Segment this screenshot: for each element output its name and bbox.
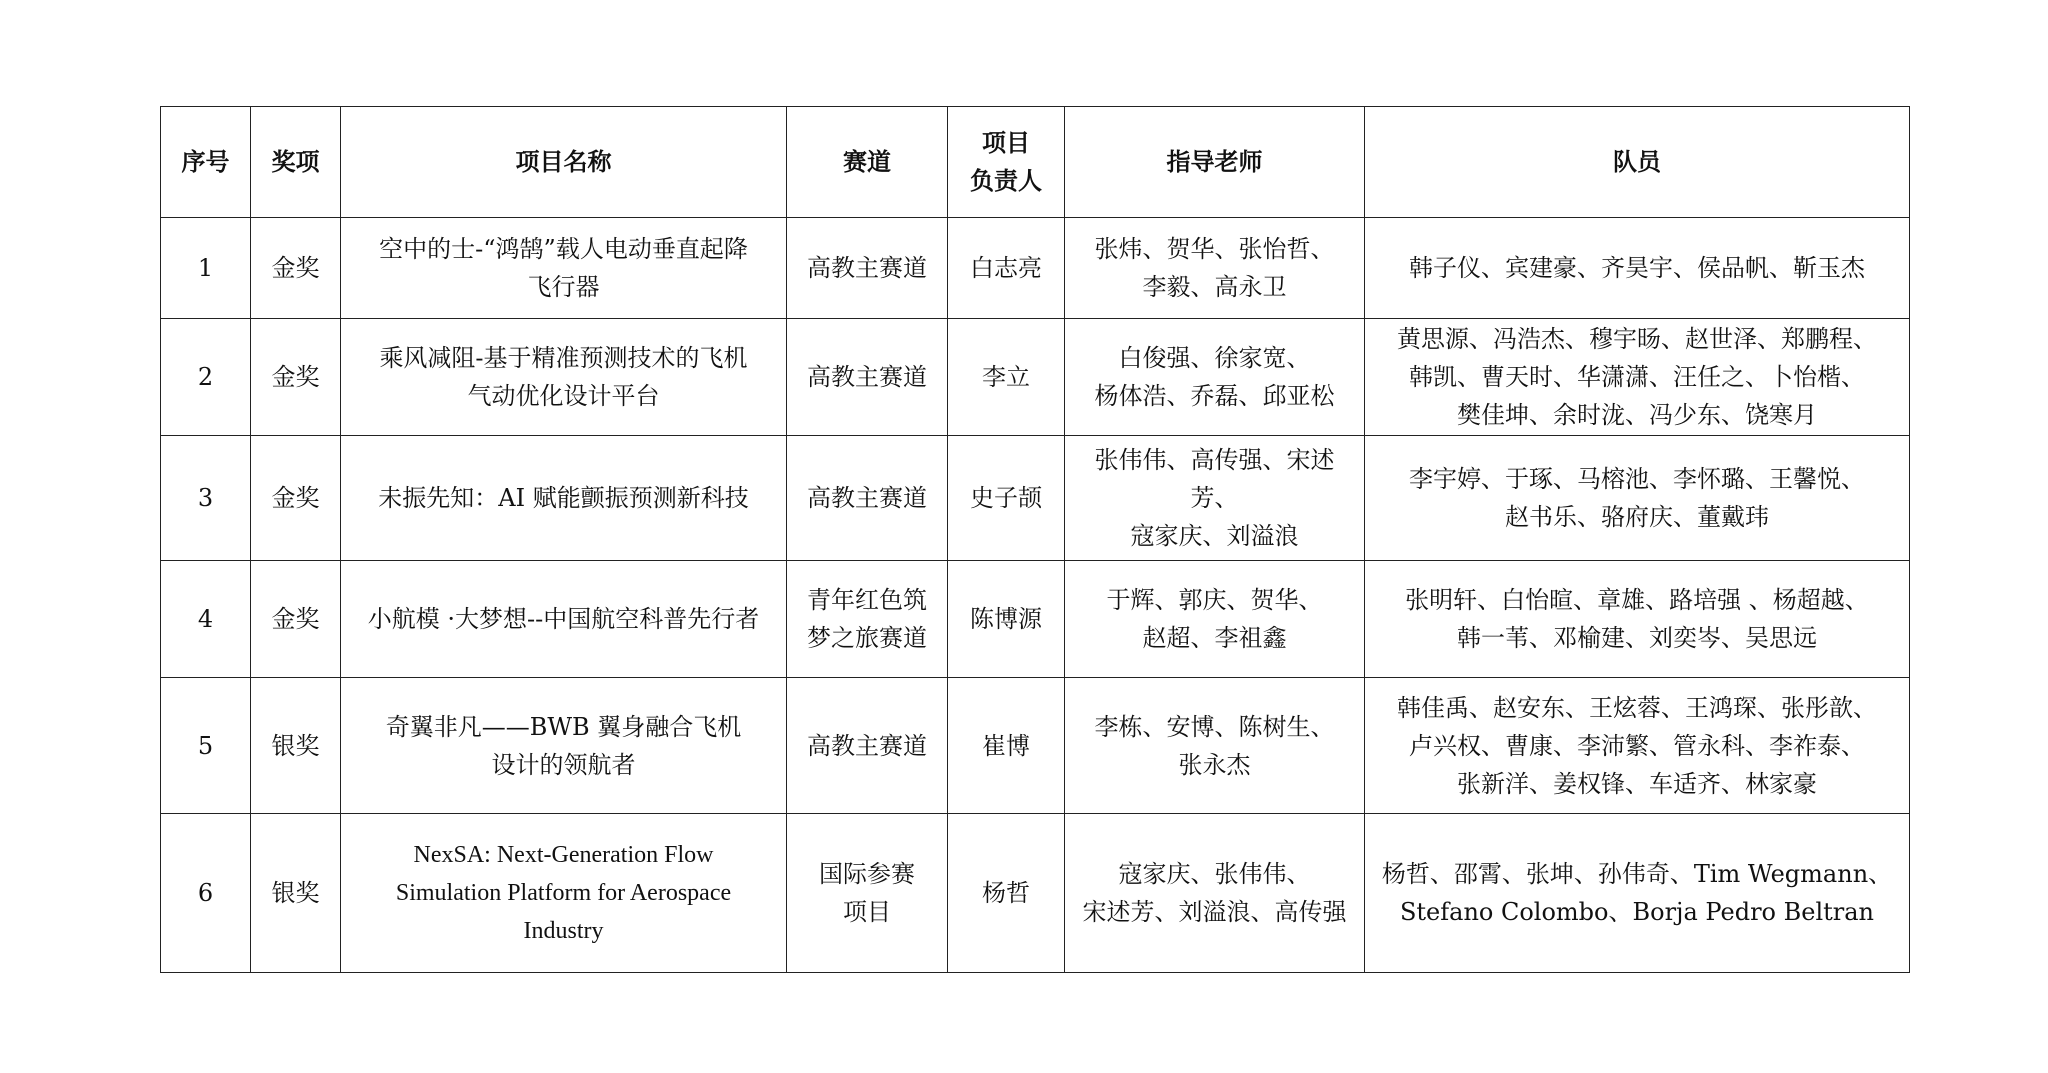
cell-members bbox=[1365, 319, 1910, 436]
track-line: 项目 bbox=[843, 898, 891, 926]
cell-award: 银奖 bbox=[251, 678, 341, 814]
cell-index: 5 bbox=[161, 678, 251, 814]
cell-track bbox=[787, 319, 948, 436]
cell-project-name bbox=[341, 561, 787, 678]
member-line: 樊佳坤、余时泷、冯少东、饶寒月 bbox=[1457, 401, 1817, 429]
cell-leader: 史子颉 bbox=[948, 436, 1065, 561]
cell-track bbox=[787, 218, 948, 319]
header-track: 赛道 bbox=[787, 107, 948, 218]
table-row bbox=[161, 319, 1910, 436]
member-line: 赵书乐、骆府庆、董戴玮 bbox=[1505, 503, 1769, 531]
cell-advisors bbox=[1065, 436, 1365, 561]
cell-award: 银奖 bbox=[251, 814, 341, 973]
cell-advisors bbox=[1065, 218, 1365, 319]
header-project-name: 项目名称 bbox=[341, 107, 787, 218]
cell-leader: 杨哲 bbox=[948, 814, 1065, 973]
cell-members bbox=[1365, 436, 1910, 561]
cell-award: 金奖 bbox=[251, 319, 341, 436]
member-line: 卢兴权、曹康、李沛繁、管永科、李祚泰、 bbox=[1409, 731, 1865, 760]
cell-advisors bbox=[1065, 561, 1365, 678]
member-line: 杨哲、邵霄、张坤、孙伟奇、Tim Wegmann、 bbox=[1381, 860, 1893, 888]
cell-index: 2 bbox=[161, 319, 251, 436]
cell-track bbox=[787, 678, 948, 814]
awards-table bbox=[160, 106, 1910, 973]
advisor-line: 赵超、李祖鑫 bbox=[1142, 624, 1287, 652]
track-line: 国际参赛 bbox=[819, 860, 915, 888]
project-line: Simulation Platform for Aerospace bbox=[395, 880, 732, 906]
advisor-line: 于辉、郭庆、贺华、 bbox=[1106, 586, 1323, 614]
cell-index: 3 bbox=[161, 436, 251, 561]
cell-project-name bbox=[341, 814, 787, 973]
cell-leader: 白志亮 bbox=[948, 218, 1065, 319]
cell-leader: 崔博 bbox=[948, 678, 1065, 814]
track-line: 高教主赛道 bbox=[807, 254, 927, 282]
cell-leader: 李立 bbox=[948, 319, 1065, 436]
project-line: 飞行器 bbox=[527, 273, 600, 301]
member-line: 韩凯、曹天时、华潇潇、汪任之、卜怡楷、 bbox=[1409, 363, 1865, 391]
advisor-line: 寇家庆、刘溢浪 bbox=[1130, 522, 1299, 550]
advisor-line: 张伟伟、高传强、宋述芳、 bbox=[1094, 446, 1335, 512]
cell-award: 金奖 bbox=[251, 561, 341, 678]
header-leader-line1: 项目 bbox=[982, 128, 1030, 157]
advisor-line: 寇家庆、张伟伟、 bbox=[1118, 860, 1311, 888]
advisor-line: 杨体浩、乔磊、邱亚松 bbox=[1094, 382, 1335, 410]
project-line: 乘风减阻-基于精准预测技术的飞机 bbox=[379, 344, 748, 372]
project-line: 小航模 ·大梦想--中国航空科普先行者 bbox=[367, 605, 760, 633]
advisor-line: 李毅、高永卫 bbox=[1142, 273, 1287, 301]
cell-members bbox=[1365, 678, 1910, 814]
project-line: Industry bbox=[523, 918, 604, 944]
header-leader-line2: 负责人 bbox=[970, 166, 1042, 195]
project-line: 气动优化设计平台 bbox=[467, 382, 660, 410]
header-members: 队员 bbox=[1365, 107, 1910, 218]
cell-leader: 陈博源 bbox=[948, 561, 1065, 678]
member-line: 黄思源、冯浩杰、穆宇旸、赵世泽、郑鹏程、 bbox=[1397, 325, 1877, 353]
member-line: 韩子仪、宾建豪、齐昊宇、侯品帆、靳玉杰 bbox=[1409, 254, 1865, 282]
header-award: 奖项 bbox=[251, 107, 341, 218]
cell-advisors bbox=[1065, 319, 1365, 436]
project-line: 空中的士-“鸿鹄”载人电动垂直起降 bbox=[379, 235, 748, 263]
project-line: 设计的领航者 bbox=[491, 750, 636, 779]
cell-index: 1 bbox=[161, 218, 251, 319]
cell-award: 金奖 bbox=[251, 436, 341, 561]
cell-index: 6 bbox=[161, 814, 251, 973]
member-line: Stefano Colombo、Borja Pedro Beltran bbox=[1399, 898, 1875, 926]
awards-table-container bbox=[160, 106, 1909, 973]
cell-members bbox=[1365, 561, 1910, 678]
advisor-line: 张永杰 bbox=[1178, 750, 1251, 779]
cell-index: 4 bbox=[161, 561, 251, 678]
member-line: 李宇婷、于琢、马榕池、李怀璐、王馨悦、 bbox=[1409, 465, 1865, 493]
cell-members bbox=[1365, 218, 1910, 319]
track-line: 高教主赛道 bbox=[807, 731, 927, 760]
header-row bbox=[161, 107, 1910, 218]
table-row bbox=[161, 218, 1910, 319]
project-line: 奇翼非凡——BWB 翼身融合飞机 bbox=[385, 712, 742, 741]
advisor-line: 白俊强、徐家宽、 bbox=[1118, 344, 1311, 372]
cell-award: 金奖 bbox=[251, 218, 341, 319]
member-line: 韩佳禹、赵安东、王炫蓉、王鸿琛、张彤歆、 bbox=[1397, 693, 1877, 722]
table-row bbox=[161, 678, 1910, 814]
cell-project-name bbox=[341, 218, 787, 319]
cell-track bbox=[787, 436, 948, 561]
cell-project-name bbox=[341, 678, 787, 814]
cell-track bbox=[787, 561, 948, 678]
table-row bbox=[161, 814, 1910, 973]
advisor-line: 宋述芳、刘溢浪、高传强 bbox=[1082, 898, 1347, 926]
header-advisors: 指导老师 bbox=[1065, 107, 1365, 218]
cell-advisors bbox=[1065, 814, 1365, 973]
header-leader bbox=[948, 107, 1065, 218]
project-line: NexSA: Next-Generation Flow bbox=[413, 842, 714, 868]
table-row bbox=[161, 436, 1910, 561]
cell-advisors bbox=[1065, 678, 1365, 814]
cell-project-name bbox=[341, 436, 787, 561]
track-line: 梦之旅赛道 bbox=[807, 624, 927, 652]
cell-members bbox=[1365, 814, 1910, 973]
table-row bbox=[161, 561, 1910, 678]
track-line: 高教主赛道 bbox=[807, 363, 927, 391]
track-line: 青年红色筑 bbox=[807, 586, 927, 614]
cell-project-name bbox=[341, 319, 787, 436]
project-line: 未振先知：AI 赋能颤振预测新科技 bbox=[378, 484, 749, 512]
cell-track bbox=[787, 814, 948, 973]
member-line: 张明轩、白怡暄、章雄、路培强 、杨超越、 bbox=[1405, 586, 1869, 614]
member-line: 张新洋、姜权锋、车适齐、林家豪 bbox=[1457, 769, 1817, 798]
header-index: 序号 bbox=[161, 107, 251, 218]
track-line: 高教主赛道 bbox=[807, 484, 927, 512]
advisor-line: 李栋、安博、陈树生、 bbox=[1094, 712, 1335, 741]
advisor-line: 张炜、贺华、张怡哲、 bbox=[1094, 235, 1335, 263]
member-line: 韩一苇、邓榆建、刘奕岑、吴思远 bbox=[1457, 624, 1817, 652]
